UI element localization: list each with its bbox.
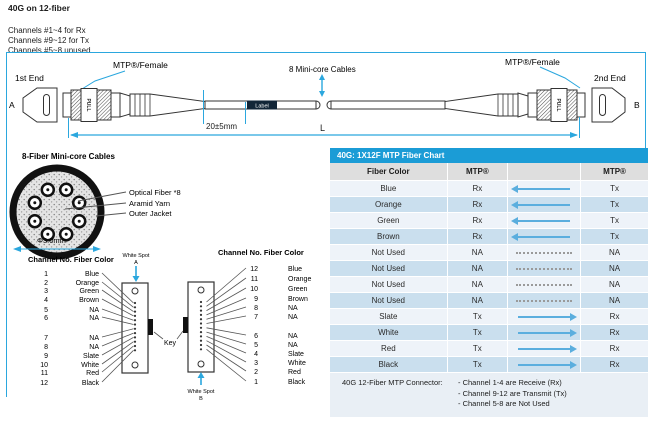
- channel-note: Channels #9~12 for Tx: [8, 36, 90, 45]
- table-row: [330, 277, 648, 293]
- mtp-left-cell: NA: [448, 261, 508, 276]
- fiber-color-cell: Not Used: [330, 277, 448, 292]
- svg-text:Brown: Brown: [288, 296, 308, 303]
- svg-text:3: 3: [254, 360, 258, 367]
- svg-text:2: 2: [254, 369, 258, 376]
- svg-text:NA: NA: [288, 342, 298, 349]
- mtp-right-cell: Rx: [609, 344, 620, 353]
- white-spot-b-letter: B: [199, 396, 203, 402]
- right-connector: [183, 282, 214, 372]
- flow-cell: [508, 325, 581, 340]
- footer-notes: [458, 378, 567, 410]
- svg-text:6: 6: [44, 315, 48, 322]
- white-spot-b-arrow: [198, 372, 205, 385]
- right-arrow-icon: [518, 364, 570, 366]
- fiber-color-cell: Not Used: [330, 261, 448, 276]
- svg-text:11: 11: [250, 276, 258, 283]
- footer-note: - Channel 9-12 are Transmit (Tx): [458, 388, 567, 398]
- svg-text:9: 9: [44, 353, 48, 360]
- end1-plug-slot: [44, 95, 50, 116]
- mtp-right-cell: Tx: [610, 216, 620, 225]
- mtp-left-cell: Rx: [448, 197, 508, 212]
- svg-text:Green: Green: [79, 288, 99, 295]
- mtp-right-cell: NA: [609, 280, 621, 289]
- right-map-header: Channel No. Fiber Color: [218, 248, 304, 257]
- svg-text:NA: NA: [89, 344, 99, 351]
- cable-right: [331, 101, 445, 109]
- svg-text:NA: NA: [288, 305, 298, 312]
- svg-text:Blue: Blue: [84, 271, 99, 278]
- diameter-label: Φ3.0mm: [37, 236, 66, 245]
- table-row: [330, 229, 648, 245]
- cable-break-right: [327, 101, 331, 109]
- svg-text:Brown: Brown: [79, 297, 99, 304]
- flow-cell: [508, 261, 581, 276]
- dim-label: 20±5mm: [206, 122, 238, 131]
- footer-note: - Channel 5-8 are Not Used: [458, 399, 550, 408]
- header-flow: [508, 163, 581, 180]
- table-row: [330, 261, 648, 277]
- right-channel-list: [250, 266, 311, 386]
- guide-pin-hole: [132, 288, 138, 294]
- fiber-color-cell: White: [330, 325, 448, 340]
- mtp-right-cell: NA: [609, 248, 621, 257]
- svg-text:Orange: Orange: [288, 276, 312, 283]
- header-mtp-right: MTP®: [603, 167, 626, 176]
- svg-text:White: White: [288, 360, 306, 367]
- fiber-color-cell: Slate: [330, 309, 448, 324]
- mini-core-label: 8 Mini-core Cables: [289, 65, 356, 74]
- mtp-right-cell: Tx: [610, 232, 620, 241]
- fiber-map-diagram: [0, 245, 330, 405]
- svg-text:Black: Black: [81, 380, 99, 387]
- cable-break-left: [316, 101, 320, 109]
- left-arrow-icon: [518, 220, 570, 222]
- flow-cell: [508, 277, 581, 292]
- dotted-line: [516, 284, 572, 286]
- fiber-chart: [330, 148, 648, 417]
- fiber-chart-footer: [330, 373, 648, 417]
- svg-text:Orange: Orange: [75, 280, 99, 287]
- dotted-line: [516, 252, 572, 254]
- mtp-right-cell: Rx: [609, 360, 620, 369]
- mtp-right-cell: NA: [609, 296, 621, 305]
- length-dimension: [69, 117, 580, 138]
- table-row: [330, 213, 648, 229]
- mtp-right-cell: Tx: [610, 200, 620, 209]
- svg-text:5: 5: [254, 342, 258, 349]
- left-arrow-icon: [518, 188, 570, 190]
- cable-label-text: Label: [255, 103, 269, 110]
- svg-text:1: 1: [44, 271, 48, 278]
- fiber-color-cell: Brown: [330, 229, 448, 244]
- mtp-right-cell: Rx: [609, 312, 620, 321]
- callout-aramid-yarn: Aramid Yarn: [129, 199, 170, 208]
- svg-text:NA: NA: [288, 333, 298, 340]
- flow-cell: [508, 357, 581, 372]
- fiber-color-cell: Black: [330, 357, 448, 372]
- flow-cell: [508, 341, 581, 356]
- svg-text:Green: Green: [288, 286, 308, 293]
- table-row: [330, 293, 648, 309]
- svg-text:4: 4: [254, 351, 258, 358]
- header-mtp-left: MTP®: [448, 163, 508, 180]
- flow-cell: [508, 197, 581, 212]
- svg-text:White: White: [81, 362, 99, 369]
- mtp-left-cell: Rx: [448, 213, 508, 228]
- end1-label: 1st End: [15, 73, 44, 83]
- flow-cell: [508, 309, 581, 324]
- white-spot-b-label: White Spot: [187, 389, 215, 395]
- svg-text:8: 8: [254, 305, 258, 312]
- fiber-color-cell: Not Used: [330, 293, 448, 308]
- key-pointer-lines: [154, 331, 183, 339]
- right-arrow-icon: [518, 348, 570, 350]
- svg-text:2: 2: [44, 280, 48, 287]
- pointer-line: [82, 71, 125, 89]
- guide-pin-hole: [198, 361, 204, 367]
- fiber-color-cell: Red: [330, 341, 448, 356]
- mtp-left-cell: Tx: [448, 325, 508, 340]
- callout-outer-jacket: Outer Jacket: [129, 209, 172, 218]
- svg-text:5: 5: [44, 307, 48, 314]
- svg-text:Slate: Slate: [83, 353, 99, 360]
- mtp-left-cell: NA: [448, 293, 508, 308]
- left-channel-list: [40, 271, 99, 387]
- fiber-chart-title: 40G: 1X12F MTP Fiber Chart: [330, 148, 648, 163]
- dotted-line: [516, 268, 572, 270]
- end2-letter: B: [634, 100, 640, 110]
- end1-letter: A: [9, 100, 15, 110]
- dotted-line: [516, 300, 572, 302]
- flow-cell: [508, 245, 581, 260]
- pull-text-right: PULL: [555, 98, 561, 112]
- svg-text:12: 12: [40, 380, 48, 387]
- guide-pin-hole: [198, 287, 204, 293]
- left-arrow-icon: [518, 204, 570, 206]
- mtp-right-cell: NA: [609, 264, 621, 273]
- mtp-right-cell: Rx: [609, 328, 620, 337]
- mtp-connector-left: [63, 89, 130, 122]
- footer-note: - Channel 1-4 are Receive (Rx): [458, 378, 562, 387]
- key-tab: [148, 319, 153, 335]
- right-arrow-icon: [518, 316, 570, 318]
- svg-text:7: 7: [254, 314, 258, 321]
- mtp-right-cell: Tx: [610, 184, 620, 193]
- svg-text:Blue: Blue: [288, 266, 303, 273]
- left-map-header: Channel No. Fiber Color: [28, 255, 114, 264]
- white-spot-a-letter: A: [134, 260, 138, 266]
- svg-text:Red: Red: [288, 369, 301, 376]
- label-dimension: [204, 90, 246, 131]
- flow-cell: [508, 213, 581, 228]
- channel-note: Channels #5~8 unused: [8, 46, 91, 55]
- table-row: [330, 325, 648, 341]
- fiber-color-cell: Not Used: [330, 245, 448, 260]
- table-row: [330, 181, 648, 197]
- svg-text:10: 10: [250, 286, 258, 293]
- mtp-left-cell: NA: [448, 277, 508, 292]
- end1-plug: [23, 88, 57, 122]
- fiber-color-cell: Orange: [330, 197, 448, 212]
- flow-cell: [508, 293, 581, 308]
- svg-text:NA: NA: [89, 315, 99, 322]
- key-label: Key: [163, 340, 177, 347]
- page-title: 40G on 12-fiber: [8, 3, 70, 13]
- header-fiber-color: Fiber Color: [330, 163, 448, 180]
- flow-cell: [508, 181, 581, 196]
- mtp-left-cell: Rx: [448, 229, 508, 244]
- white-spot-a-label: White Spot: [122, 253, 150, 259]
- svg-text:Black: Black: [288, 379, 306, 386]
- pull-text-left: PULL: [85, 98, 91, 112]
- guide-pin-hole: [132, 362, 138, 368]
- footer-label: 40G 12-Fiber MTP Connector:: [342, 378, 443, 387]
- table-row: [330, 341, 648, 357]
- svg-text:NA: NA: [288, 314, 298, 321]
- fiber-color-cell: Green: [330, 213, 448, 228]
- channel-note: Channels #1~4 for Rx: [8, 26, 86, 35]
- length-label: L: [320, 123, 326, 133]
- left-arrow-icon: [518, 236, 570, 238]
- table-row: [330, 197, 648, 213]
- mtp-left-cell: NA: [448, 245, 508, 260]
- flow-cell: [508, 229, 581, 244]
- end2-label: 2nd End: [594, 73, 626, 83]
- end2-plug: [592, 88, 625, 122]
- svg-text:NA: NA: [89, 335, 99, 342]
- svg-text:6: 6: [254, 333, 258, 340]
- mtp-female-label-left: MTP®/Female: [113, 60, 168, 70]
- cross-section-title: 8-Fiber Mini-core Cables: [22, 152, 115, 161]
- mtp-female-label-right: MTP®/Female: [505, 57, 560, 67]
- mtp-left-cell: Tx: [448, 341, 508, 356]
- fiber-chart-header: [330, 163, 648, 181]
- svg-text:Slate: Slate: [288, 351, 304, 358]
- key-tab: [183, 317, 188, 333]
- table-row: [330, 309, 648, 325]
- callout-optical-fiber: Optical Fiber *8: [129, 188, 181, 197]
- svg-text:7: 7: [44, 335, 48, 342]
- fiber-color-cell: Blue: [330, 181, 448, 196]
- svg-text:NA: NA: [89, 307, 99, 314]
- svg-text:11: 11: [40, 370, 48, 377]
- svg-text:Red: Red: [86, 370, 99, 377]
- cable-assembly-diagram: [0, 50, 650, 146]
- mtp-left-cell: Tx: [448, 357, 508, 372]
- mini-core-arrow: [319, 74, 325, 97]
- white-spot-a-arrow: [133, 266, 140, 282]
- pointer-line: [540, 67, 580, 88]
- svg-text:9: 9: [254, 296, 258, 303]
- svg-text:10: 10: [40, 362, 48, 369]
- right-arrow-icon: [518, 332, 570, 334]
- table-row: [330, 245, 648, 261]
- svg-text:3: 3: [44, 288, 48, 295]
- mtp-left-cell: Tx: [448, 309, 508, 324]
- page-header: [8, 3, 91, 55]
- svg-text:12: 12: [250, 266, 258, 273]
- svg-text:4: 4: [44, 297, 48, 304]
- table-row: [330, 357, 648, 373]
- svg-text:1: 1: [254, 379, 258, 386]
- mtp-left-cell: Rx: [448, 181, 508, 196]
- boot-left: [130, 94, 205, 116]
- mtp-connector-right: [518, 89, 585, 122]
- end2-plug-slot: [600, 95, 606, 116]
- boot-right: [445, 94, 518, 116]
- svg-text:8: 8: [44, 344, 48, 351]
